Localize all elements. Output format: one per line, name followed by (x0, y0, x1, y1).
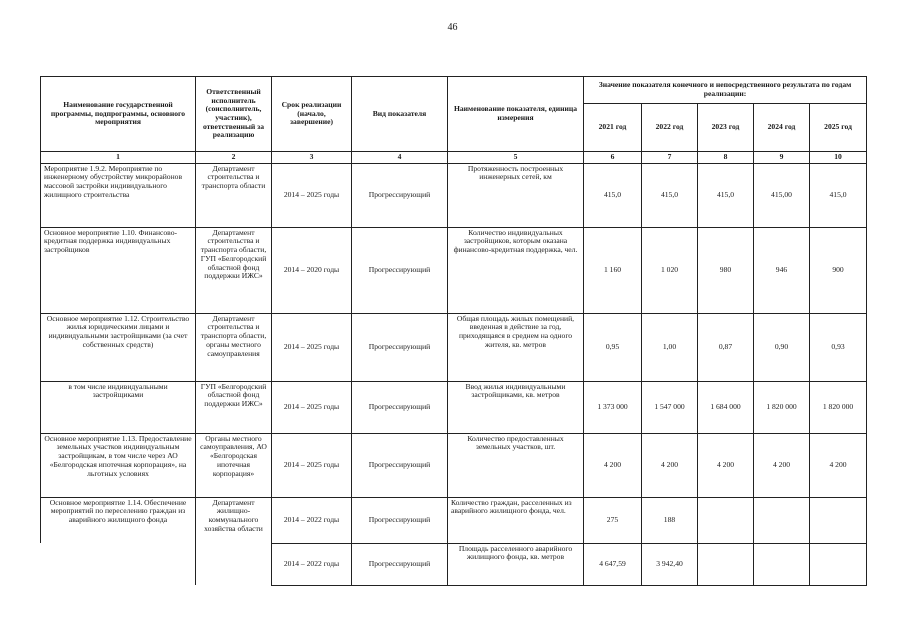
table-row (41, 543, 867, 585)
indicator-type-cell: Прогрессирующий (352, 381, 448, 433)
value-cell: 0,87 (698, 313, 754, 381)
program-cell: Основное мероприятие 1.12. Строительство жилья юридическими лицами и индивидуальными застройщиками (за счет собственных средств) (41, 313, 196, 381)
executor-cell: Департамент строительства и транспорта области, органы местного самоуправления (196, 313, 272, 381)
executor-cell: Департамент жилищно-коммунального хозяйства области (196, 497, 272, 543)
value-cell: 946 (754, 227, 810, 313)
header-year: 2025 год (810, 104, 867, 152)
indicator-name-cell: Количество граждан, расселенных из аварийного жилищного фонда, чел. (448, 497, 584, 543)
indicator-type-cell: Прогрессирующий (352, 433, 448, 497)
value-cell: 188 (642, 497, 698, 543)
value-cell: 900 (810, 227, 867, 313)
page-number: 46 (447, 22, 458, 33)
period-cell: 2014 – 2022 годы (272, 497, 352, 543)
table-row (41, 497, 867, 543)
value-cell: 1 020 (642, 227, 698, 313)
period-cell: 2014 – 2025 годы (272, 163, 352, 227)
program-cell: Мероприятие 1.9.2. Мероприятие по инженерному обустройству микрорайонов массовой застройки индивидуального жилищного строительства (41, 163, 196, 227)
table-row (41, 227, 867, 313)
period-cell: 2014 – 2022 годы (272, 543, 352, 585)
value-cell (810, 497, 867, 543)
value-cell: 1 373 000 (584, 381, 642, 433)
indicator-name-cell: Площадь расселенного аварийного жилищного фонда, кв. метров (448, 543, 584, 585)
program-cell: Основное мероприятие 1.10. Финансово-кредитная поддержка индивидуальных застройщиков (41, 227, 196, 313)
value-cell: 415,00 (754, 163, 810, 227)
program-cell: Основное мероприятие 1.13. Предоставление земельных участков индивидуальным застройщикам, в том числе через АО «Белгородская ипотечная корпорация», на льготных условиях (41, 433, 196, 497)
value-cell (698, 543, 754, 585)
column-number: 7 (642, 152, 698, 164)
period-cell: 2014 – 2025 годы (272, 381, 352, 433)
executor-cell: ГУП «Белгородский областной фонд поддержки ИЖС» (196, 381, 272, 433)
column-number: 8 (698, 152, 754, 164)
value-cell: 4 647,59 (584, 543, 642, 585)
value-cell: 4 200 (698, 433, 754, 497)
column-number: 6 (584, 152, 642, 164)
table-row (41, 313, 867, 381)
value-cell: 980 (698, 227, 754, 313)
header-indicator-name: Наименование показателя, единица измерения (448, 77, 584, 152)
indicator-type-cell: Прогрессирующий (352, 497, 448, 543)
value-cell (754, 543, 810, 585)
empty-cell (196, 543, 272, 585)
indicator-name-cell: Количество предоставленных земельных участков, шт. (448, 433, 584, 497)
column-number: 1 (41, 152, 196, 164)
indicator-type-cell: Прогрессирующий (352, 163, 448, 227)
header-year: 2023 год (698, 104, 754, 152)
executor-cell: Департамент строительства и транспорта области (196, 163, 272, 227)
header-year: 2022 год (642, 104, 698, 152)
header-period: Срок реализации (начало, завершение) (272, 77, 352, 152)
column-number: 10 (810, 152, 867, 164)
indicator-type-cell: Прогрессирующий (352, 543, 448, 585)
value-cell: 415,0 (698, 163, 754, 227)
executor-cell: Органы местного самоуправления, АО «Белгородская ипотечная корпорация» (196, 433, 272, 497)
empty-cell (41, 543, 196, 585)
indicator-name-cell: Ввод жилья индивидуальными застройщиками, кв. метров (448, 381, 584, 433)
value-cell: 4 200 (754, 433, 810, 497)
value-cell: 415,0 (810, 163, 867, 227)
column-number: 4 (352, 152, 448, 164)
value-cell: 4 200 (642, 433, 698, 497)
indicator-name-cell: Общая площадь жилых помещений, введенная в действие за год, приходящаяся в среднем на одного жителя, кв. метров (448, 313, 584, 381)
column-number: 9 (754, 152, 810, 164)
column-number: 2 (196, 152, 272, 164)
value-cell: 1 160 (584, 227, 642, 313)
indicators-table (40, 76, 867, 586)
program-cell: Основное мероприятие 1.14. Обеспечение мероприятий по переселению граждан из аварийного жилищного фонда (41, 497, 196, 543)
indicator-name-cell: Количество индивидуальных застройщиков, которым оказана финансово-кредитная поддержка, чел. (448, 227, 584, 313)
period-cell: 2014 – 2025 годы (272, 433, 352, 497)
indicator-name-cell: Протяженность построенных инженерных сетей, км (448, 163, 584, 227)
header-program: Наименование государственной программы, подпрограммы, основного мероприятия (41, 77, 196, 152)
header-indicator-type: Вид показателя (352, 77, 448, 152)
header-executor: Ответственный исполнитель (соисполнитель, участник), ответственный за реализацию (196, 77, 272, 152)
indicator-type-cell: Прогрессирующий (352, 227, 448, 313)
header-year: 2021 год (584, 104, 642, 152)
column-number-row (41, 152, 867, 164)
value-cell: 275 (584, 497, 642, 543)
value-cell (754, 497, 810, 543)
value-cell: 1 820 000 (810, 381, 867, 433)
value-cell: 415,0 (584, 163, 642, 227)
program-cell: в том числе индивидуальными застройщиками (41, 381, 196, 433)
table-row (41, 433, 867, 497)
value-cell: 1 547 000 (642, 381, 698, 433)
column-number: 3 (272, 152, 352, 164)
executor-cell: Департамент строительства и транспорта области, ГУП «Белгородский областной фонд поддержки ИЖС» (196, 227, 272, 313)
period-cell: 2014 – 2020 годы (272, 227, 352, 313)
value-cell: 0,93 (810, 313, 867, 381)
column-number: 5 (448, 152, 584, 164)
value-cell: 4 200 (810, 433, 867, 497)
value-cell: 1,00 (642, 313, 698, 381)
value-cell (698, 497, 754, 543)
value-cell: 4 200 (584, 433, 642, 497)
value-cell: 1 684 000 (698, 381, 754, 433)
table-row (41, 381, 867, 433)
value-cell: 0,90 (754, 313, 810, 381)
value-cell: 0,95 (584, 313, 642, 381)
value-cell (810, 543, 867, 585)
table-row (41, 163, 867, 227)
value-cell: 1 820 000 (754, 381, 810, 433)
header-year: 2024 год (754, 104, 810, 152)
value-cell: 3 942,40 (642, 543, 698, 585)
period-cell: 2014 – 2025 годы (272, 313, 352, 381)
header-values-group: Значение показателя конечного и непосредственного результата по годам реализации: (584, 77, 867, 104)
value-cell: 415,0 (642, 163, 698, 227)
indicator-type-cell: Прогрессирующий (352, 313, 448, 381)
